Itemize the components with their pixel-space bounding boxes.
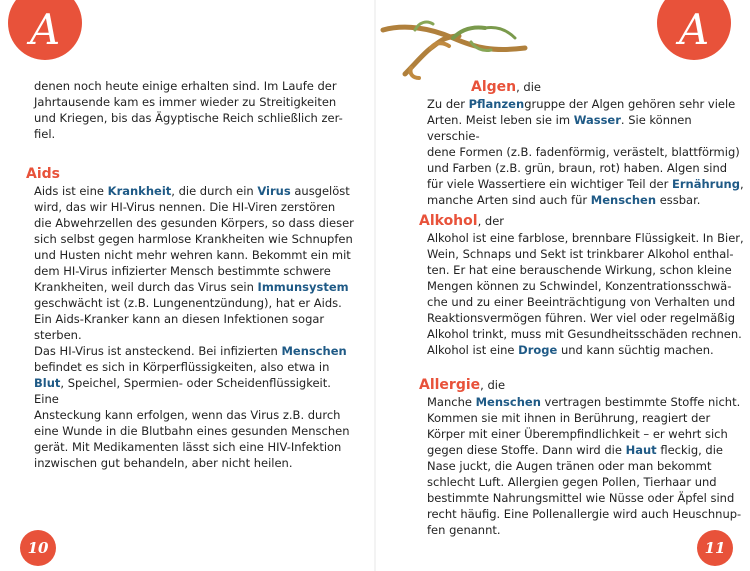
- text-line: [34, 343, 356, 359]
- text-run: und Farben (z.B. grün, braun, rot) haben. Algen sind: [427, 161, 728, 175]
- text-run: dene Formen (z.B. fadenförmig, verästelt, blattförmig): [427, 145, 740, 159]
- text-run: ausgelöst: [290, 184, 350, 198]
- text-run: sich selbst gegen harmlose Krankheiten wie Schnupfen: [34, 232, 353, 246]
- text-run: Manche: [427, 395, 476, 409]
- entry-alkohol: [419, 212, 747, 358]
- text-run: Körper mit einer Überempfindlichkeit – er wehrt sich: [427, 427, 728, 441]
- continuation-lines: [34, 78, 354, 142]
- text-line: [427, 160, 747, 176]
- headword-allergie: Allergie: [419, 377, 481, 393]
- text-run: befindet es sich in Körperflüssigkeiten, also etwa in: [34, 360, 330, 374]
- letter-tab-left: [8, 0, 82, 60]
- text-line: [427, 176, 747, 192]
- text-line: [427, 96, 747, 112]
- text-run: Reaktionsvermögen führen. Wer viel oder regelmäßig: [427, 311, 736, 325]
- keyword-link: Virus: [257, 184, 291, 198]
- text-run: fiel.: [34, 127, 56, 141]
- text-run: Jahrtausende kam es immer wieder zu Streitigkeiten: [34, 95, 337, 109]
- text-run: manche Arten sind auch für: [427, 193, 591, 207]
- text-line: [34, 231, 356, 247]
- text-run: , Speichel, Spermien- oder Scheidenflüssigkeit. Eine: [34, 376, 331, 406]
- text-line: [427, 144, 747, 160]
- text-line: [427, 310, 747, 326]
- text-line: [34, 126, 354, 142]
- text-line: [34, 279, 356, 295]
- text-run: dem HI-Virus infizierter Mensch bestimmte schwere: [34, 264, 331, 278]
- keyword-link: Droge: [518, 343, 558, 357]
- text-line: [34, 247, 356, 263]
- text-run: und Husten nicht mehr wehren kann. Bekommt ein mit: [34, 248, 351, 262]
- text-run: vertragen bestimmte Stoffe nicht.: [540, 395, 741, 409]
- text-line: [427, 342, 747, 358]
- keyword-link: Krankheit: [107, 184, 172, 198]
- text-line: [427, 192, 747, 208]
- text-run: recht häufig. Eine Pollenallergie wird auch Heuschnup-: [427, 507, 742, 521]
- text-run: und kann süchtig machen.: [557, 343, 714, 357]
- text-run: Alkohol ist eine farblose, brennbare Flüssigkeit. In Bier,: [427, 231, 744, 245]
- text-run: gerät. Mit Medikamenten lässt sich eine HIV-Infektion: [34, 440, 342, 454]
- entry-algen-body: [427, 96, 747, 208]
- text-line: [34, 311, 356, 327]
- text-line: [427, 490, 747, 506]
- text-run: Wein, Schnaps und Sekt ist trinkbarer Alkohol enthal-: [427, 247, 734, 261]
- keyword-link: Blut: [34, 376, 61, 390]
- text-line: [427, 474, 747, 490]
- text-line: [427, 394, 747, 410]
- text-line: [427, 294, 747, 310]
- text-run: denen noch heute einige erhalten sind. Im Laufe der: [34, 79, 337, 93]
- text-line: [34, 359, 356, 375]
- letter-tab-label: A: [29, 4, 61, 54]
- text-line: [34, 78, 354, 94]
- text-run: gegen diese Stoffe. Dann wird die: [427, 443, 626, 457]
- text-run: che und zu einer Beeinträchtigung von Verhalten und: [427, 295, 736, 309]
- text-line: [427, 262, 747, 278]
- continuation-text: [34, 78, 354, 142]
- text-line: [427, 326, 747, 342]
- text-run: essbar.: [656, 193, 701, 207]
- text-line: [34, 375, 356, 407]
- text-run: , die durch ein: [171, 184, 258, 198]
- text-run: . Sie können verschie-: [427, 113, 692, 143]
- text-line: [427, 442, 747, 458]
- pos-allergie: , die: [480, 378, 506, 392]
- right-page: [375, 0, 750, 571]
- text-run: Ein Aids-Kranker kann an diesen Infektionen sogar: [34, 312, 325, 326]
- text-run: Alkohol ist eine: [427, 343, 519, 357]
- page-number-left: 10: [20, 530, 56, 566]
- entry-allergie-body: [419, 394, 747, 538]
- text-line: [427, 230, 747, 246]
- text-run: Das HI-Virus ist ansteckend. Bei infizierten: [34, 344, 282, 358]
- text-line: [34, 199, 356, 215]
- text-line: [427, 112, 747, 144]
- text-run: fen genannt.: [427, 523, 501, 537]
- text-run: Kommen sie mit ihnen in Berührung, reagiert der: [427, 411, 711, 425]
- keyword-link: Menschen: [475, 395, 541, 409]
- text-run: ,: [739, 177, 744, 191]
- text-run: geschwächt ist (z.B. Lungenentzündung), hat er Aids.: [34, 296, 342, 310]
- text-run: Aids ist eine: [34, 184, 108, 198]
- text-run: Zu der: [427, 97, 469, 111]
- letter-tab-label: A: [678, 4, 710, 54]
- text-line: [34, 215, 356, 231]
- text-run: schlecht Luft. Allergien gegen Pollen, Tierhaar und: [427, 475, 717, 489]
- text-run: für viele Wassertiere ein wichtiger Teil der: [427, 177, 673, 191]
- text-line: [427, 506, 747, 522]
- entry-algen: [427, 78, 747, 208]
- text-line: [34, 94, 354, 110]
- text-line: [427, 522, 747, 538]
- text-line: [34, 110, 354, 126]
- text-line: [34, 423, 356, 439]
- headword-aids: Aids: [26, 166, 60, 182]
- headword-algen: Algen: [471, 79, 517, 95]
- pos-algen: , die: [516, 80, 542, 94]
- text-line: [34, 263, 356, 279]
- keyword-link: Immunsystem: [257, 280, 349, 294]
- keyword-link: Ernährung: [672, 177, 740, 191]
- headword-alkohol: Alkohol: [419, 213, 478, 229]
- text-run: die Abwehrzellen des gesunden Körpers, so dass dieser: [34, 216, 354, 230]
- page-number-right: 11: [697, 530, 733, 566]
- entry-alkohol-body: [419, 230, 747, 358]
- text-run: Arten. Meist leben sie im: [427, 113, 574, 127]
- text-run: Ansteckung kann erfolgen, wenn das Virus z.B. durch: [34, 408, 341, 422]
- text-line: [34, 295, 356, 311]
- keyword-link: Menschen: [590, 193, 657, 207]
- pos-alkohol: , der: [477, 214, 504, 228]
- text-line: [427, 458, 747, 474]
- keyword-link: Menschen: [281, 344, 347, 358]
- text-line: [427, 246, 747, 262]
- entry-allergie: [419, 376, 747, 538]
- text-run: Nase juckt, die Augen tränen oder man bekommt: [427, 459, 712, 473]
- text-run: sterben.: [34, 328, 82, 342]
- entry-aids: [26, 165, 356, 471]
- text-run: wird, das wir HI-Virus nennen. Die HI-Viren zerstören: [34, 200, 336, 214]
- text-line: [34, 455, 356, 471]
- letter-tab-right: [657, 0, 731, 60]
- text-line: [427, 426, 747, 442]
- text-run: Alkohol trinkt, muss mit Gesundheitsschäden rechnen.: [427, 327, 742, 341]
- text-line: [34, 327, 356, 343]
- text-run: fleckig, die: [656, 443, 724, 457]
- text-run: ten. Er hat eine berauschende Wirkung, schon kleine: [427, 263, 732, 277]
- entry-aids-body: [26, 183, 356, 471]
- text-line: [34, 407, 356, 423]
- text-run: Krankheiten, weil durch das Virus sein: [34, 280, 258, 294]
- text-run: eine Wunde in die Blutbahn eines gesunden Menschen: [34, 424, 350, 438]
- text-line: [427, 278, 747, 294]
- keyword-link: Wasser: [573, 113, 621, 127]
- text-run: bestimmte Nahrungsmittel wie Nüsse oder Äpfel sind: [427, 491, 735, 505]
- text-run: Mengen können zu Schwindel, Konzentrationsschwä-: [427, 279, 732, 293]
- text-run: und Kriegen, bis das Ägyptische Reich schließlich zer-: [34, 111, 343, 125]
- text-line: [34, 183, 356, 199]
- keyword-link: Pflanzen: [468, 97, 525, 111]
- keyword-link: Haut: [625, 443, 657, 457]
- text-line: [34, 439, 356, 455]
- text-run: gruppe der Algen gehören sehr viele: [524, 97, 736, 111]
- text-line: [427, 410, 747, 426]
- text-run: inzwischen gut behandeln, aber nicht heilen.: [34, 456, 293, 470]
